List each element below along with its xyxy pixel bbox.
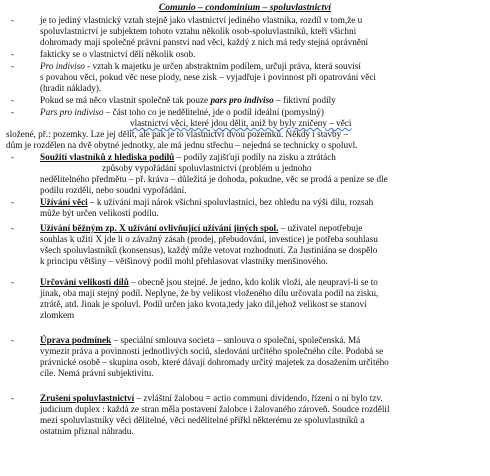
item-line: Zrušení spoluvlastnictví – zvláštní žalobou = actio communi dividendo, řízení o ní bylo tzv. xyxy=(40,393,383,403)
item-line: všech spoluvlastníků (konsensus), každý může vetovat rozhodnutí. Za Justiniána se dospělo xyxy=(40,245,378,256)
item-line: (hradit náklady). xyxy=(40,83,102,94)
item-line: podílu rozdělí, nebo soudní vypořádání. xyxy=(40,185,187,196)
term-italic: Pro indiviso xyxy=(40,61,85,71)
item-line: Pars pro indiviso – část toho co je nedělitelné, jde o podíl ideální (pomyslný) xyxy=(40,107,324,117)
term-heading: Soužití vlastníků z hlediska podílů xyxy=(40,152,175,162)
item-line: spoluvlastnictví je subjektem tohoto vztahu několik osob-spoluvlastníků, kteří všichni xyxy=(40,26,357,37)
item-line: může být určen velikostí podílu. xyxy=(40,208,159,219)
item-line: nedělitelného předmětu – př. kráva – důležitá je dohoda, pokudne, věc se prodá a peníze se dle xyxy=(40,174,388,185)
item-line: je to jediný vlastnický vztah stejně jako vlastnictví jediného vlastníka, rozdíl v tom,že u xyxy=(40,15,363,25)
item-line: cíle. Nemá právní subjektivitu. xyxy=(40,368,154,379)
item-line: právnické osobě – skupina osob, které dávají dohromady určitý majetek za dosažením určitého xyxy=(40,357,389,368)
bullet-dash: - xyxy=(11,152,15,162)
term-italic: Pars pro indiviso xyxy=(40,107,104,117)
term-heading: Užívání věci xyxy=(40,197,88,207)
item-line: vlastnictví věci, které jdou dělit, aniž by byly zničeny – věci xyxy=(130,118,352,129)
item-line: k principu většiny – většinový podíl mohl přehlasovat vlastníky menšinového. xyxy=(40,256,328,267)
page-title: Comunio – condominium – spoluvlastnictví xyxy=(158,2,332,13)
bullet-dash: - xyxy=(11,15,15,25)
item-line: dohromady mají společné právní panství nad věcí, každý z nich má tedy stejná oprávnění xyxy=(40,37,369,48)
item-line: jinak, oba mají stejný podíl. Neplyne, že by velikost vloženého dílu určovala podíl na zisku, xyxy=(40,288,379,299)
bullet-dash: - xyxy=(11,197,15,207)
item-line: Úprava podmínek – speciální smlouva societa – smlouva o společní, společenská. Má xyxy=(40,335,361,345)
bullet-dash: - xyxy=(11,335,15,345)
term-heading: Určování velikostí dílů xyxy=(40,277,129,287)
item-line: souhlas k užití X jde li o závažný zásah (prodej, přebudování, investice) je potřeba souhlasu xyxy=(40,234,378,245)
bullet-dash: - xyxy=(11,49,15,59)
item-line: způsoby vypořádání spoluvlastnictví (problém u jednoho xyxy=(102,163,312,174)
term-heading: Zrušení spoluvlastnictví xyxy=(40,393,135,403)
bullet-dash: - xyxy=(11,223,15,233)
item-line: Užívání běžným zp. X užívání ovlivňující užívání jiných spol. – uživatel nepotřebuje xyxy=(40,223,363,233)
item-line: mezi spoluvlastníky věci dělitelné, věci nedělitelné přiřkl některému ze spoluvlastníků a xyxy=(40,415,365,426)
term-heading: Úprava podmínek xyxy=(40,335,112,345)
item-line: složené, př.: pozemky. Lze jej dělit, ale pak je to vlastnictví dvou pozemků. Někdy i stavby – xyxy=(6,129,349,139)
term-bold-italic: pars pro indiviso xyxy=(210,95,274,105)
item-line: judicium duplex : každá ze stran měla postavení žalobce i žalovaného zároveň. Soudce rozdělil xyxy=(40,404,390,415)
item-line: Určování velikostí dílů – obecně jsou stejné. Je jedno, kdo kolik vloží, ale neupraví-li se to xyxy=(40,277,378,287)
item-line: ostatním přiznal náhradu. xyxy=(40,426,134,437)
item-line: Soužití vlastníků z hlediska podílů – podíly zajišťují podíly na zisku a ztrátách xyxy=(40,152,336,162)
bullet-dash: - xyxy=(11,107,15,117)
item-line: Užívání věci – k užívání mají nárok všichni spoluvlastníci, bez ohledu na výši dílu, rozsah xyxy=(40,197,374,207)
item-line: dům je rozdělen na dvě obytné jednotky, ale má jednu střechu – nejedná se technicky o spoluvl. xyxy=(6,140,358,150)
bullet-dash: - xyxy=(11,95,15,105)
term-heading: Užívání běžným zp. X užívání ovlivňující užívání jiných spol. xyxy=(40,223,279,233)
item-line: zlomkem xyxy=(40,310,75,321)
item-line: s povahou věci, pokud věc nese plody, nese zisk – vyjadřuje i povinnost při opatrování věci xyxy=(40,72,376,83)
bullet-dash: - xyxy=(11,277,15,287)
bullet-dash: - xyxy=(11,61,15,71)
item-line: Pokud se má něco vlastnit společně tak pouze pars pro indiviso – fiktivní podíly xyxy=(40,95,336,105)
item-line: Pro indiviso - vztah k majetku je určen abstraktním podílem, určuji práva, která souvisí xyxy=(40,61,361,71)
item-line: vymezit práva a povinnosti jednotlivých sociů, sledování určitého společného cíle. Podobá se xyxy=(40,346,384,357)
bullet-dash: - xyxy=(11,393,15,403)
item-line: fakticky se o vlastnictví dělí několik osob. xyxy=(40,49,196,59)
item-line: ztrátě, atd. Jinak je spoluvl. Podíl určen jako kvota,tedy jako díl,jehož velikost se stanoví xyxy=(40,299,367,310)
